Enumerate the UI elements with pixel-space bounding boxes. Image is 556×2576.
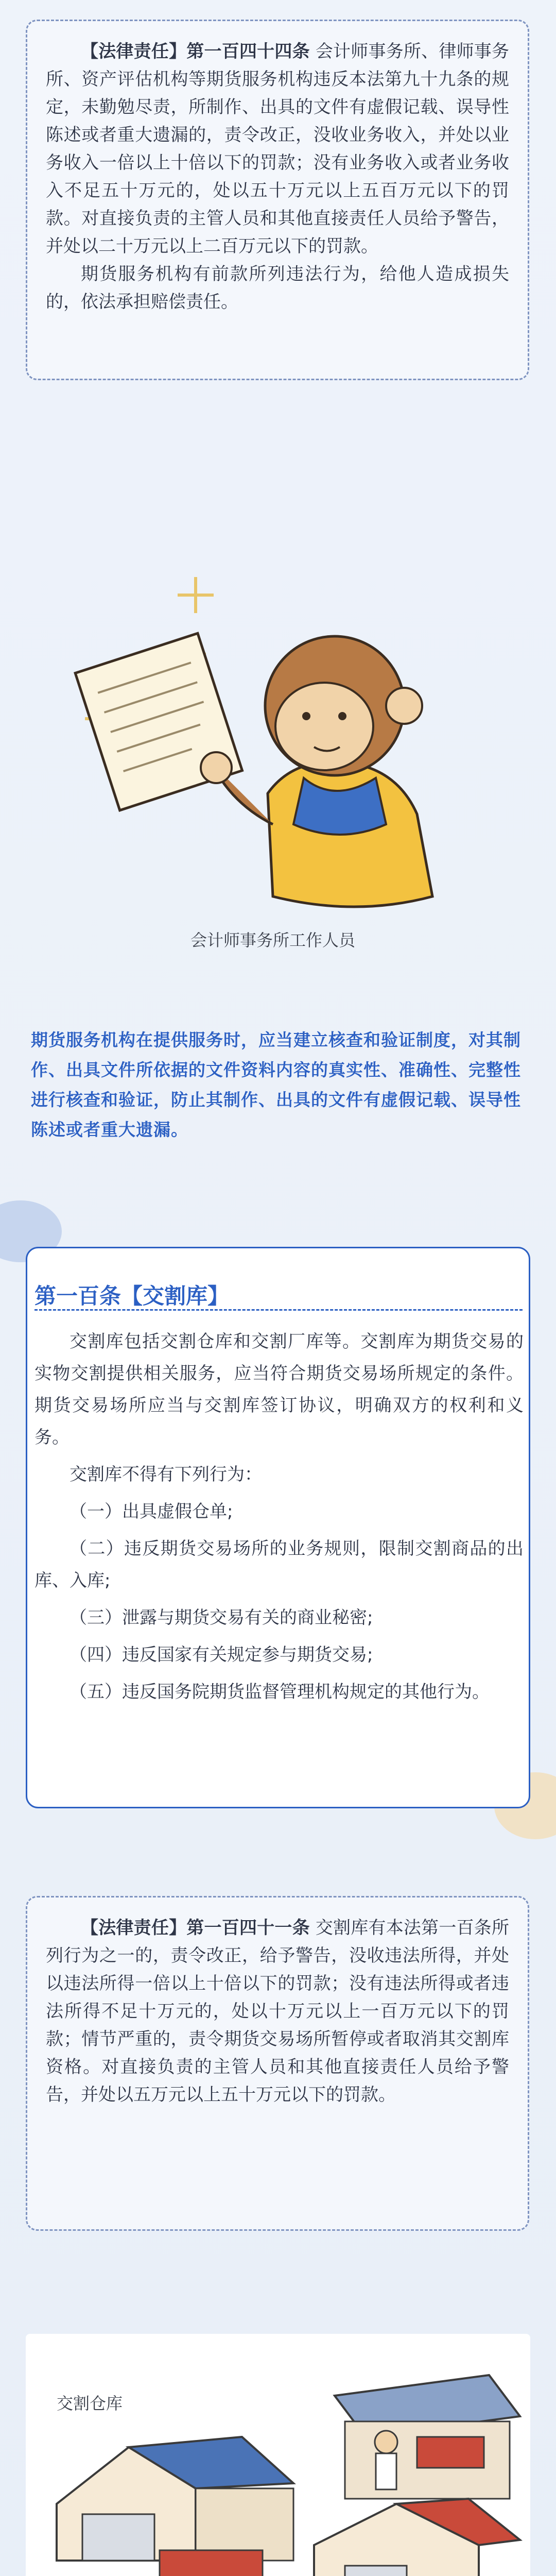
warehouse-illustration [26,2334,530,2576]
article-144-paragraph [46,38,509,260]
warehouse-drawing [26,2334,530,2576]
article-144-text-2: 期货服务机构有前款所列违法行为，给他人造成损失的，依法承担赔偿责任。 [46,264,509,312]
article-141-paragraph [46,1914,509,2109]
label-delivery-warehouse: 交割仓库 [57,2394,123,2413]
article-141-text: 交割库有本法第一百条所列行为之一的，责令改正，给予警告，没收违法所得，并处以违法所得一倍以上十倍以下的罚款；没有违法所得或者违法所得不足十万元的，处以十万元以上一百万元以下的罚款；情节严重的，责令期货交易场所暂停或者取消其交割库资格。对直接负责的主管人员和其他直接责任人员给予警告，并处以五万元以上五十万元以下的罚款。 [46,1918,510,2105]
accountant-illustration [26,536,530,969]
intro-paragraph: 期货服务机构在提供服务时，应当建立核查和验证制度，对其制作、出具文件所依据的文件资料内容的真实性、准确性、完整性进行核查和验证，防止其制作、出具的文件有虚假记载、误导性陈述或者重大遗漏。 [31,1030,521,1140]
article-144-text: 会计师事务所、律师事务所、资产评估机构等期货服务机构违反本法第九十九条的规定，未勤勉尽责，所制作、出具的文件有虚假记载、误导性陈述或者重大遗漏的，责令改正，没收业务收入，并处以业务收入一倍以上十倍以下的罚款；没有业务收入或者业务收入不足五十万元的，处以五十万元以上五百万元以下的罚款。对直接负责的主管人员和其他直接责任人员给予警告，并处以二十万元以上二百万元以下的罚款。 [46,41,510,257]
article-100-item: （三）泄露与期货交易有关的商业秘密; [70,1607,373,1628]
article-100-item: （四）违反国家有关规定参与期货交易; [70,1645,373,1665]
article-100-body [34,1326,524,1708]
article-144-tag: 【法律责任】第一百四十四条 [81,41,310,62]
article-144-paragraph-2 [46,260,509,316]
article-141-box [26,1896,529,2231]
card-divider [34,1309,523,1311]
article-100-title: 第一百条【交割库】 [34,1283,230,1309]
article-100-card [26,1247,530,1808]
article-144-box [26,20,529,380]
article-100-item: （五）违反国务院期货监督管理机构规定的其他行为。 [70,1682,490,1702]
article-100-item: （一）出具虚假仓单; [70,1501,233,1522]
article-100-item: （二）违反期货交易场所的业务规则，限制交割商品的出库、入库; [34,1538,524,1591]
article-100-para-1: 交割库包括交割仓库和交割厂库等。交割库为期货交易的实物交割提供相关服务，应当符合期货交易场所规定的条件。期货交易场所应当与交割库签订协议，明确双方的权利和义务。 [34,1331,524,1448]
article-100-para-2: 交割库不得有下列行为： [70,1464,262,1485]
accountant-drawing [26,536,530,969]
accountant-caption: 会计师事务所工作人员 [190,930,356,950]
article-141-tag: 【法律责任】第一百四十一条 [81,1918,310,1938]
